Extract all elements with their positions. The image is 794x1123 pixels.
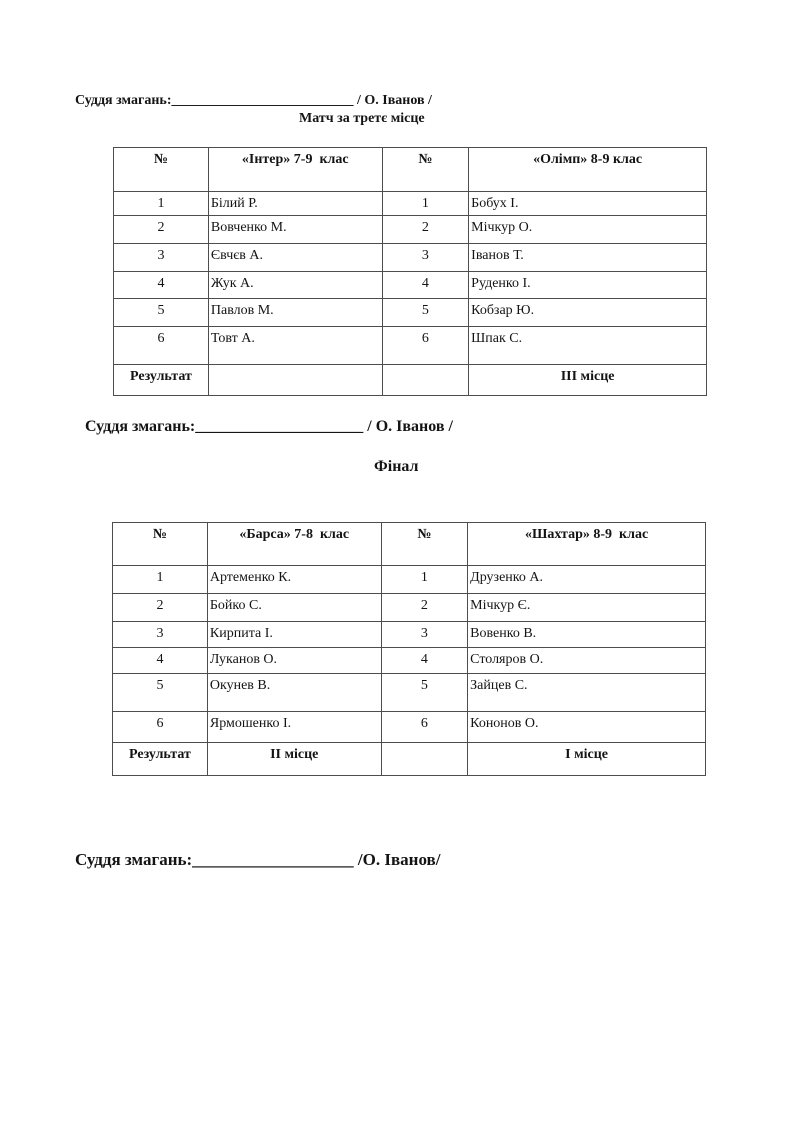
result-label-cell: Результат bbox=[114, 365, 209, 396]
table-row bbox=[113, 743, 706, 776]
number-header-cell: № bbox=[382, 148, 469, 192]
judge-signature-line-top bbox=[75, 93, 432, 109]
team-header-cell: «Шахтар» 8-9 клас bbox=[468, 523, 706, 566]
player-number-cell: 4 bbox=[382, 272, 469, 299]
player-name-cell: Кирпита І. bbox=[207, 622, 381, 648]
result-value-cell: І місце bbox=[468, 743, 706, 776]
table-row bbox=[113, 648, 706, 674]
player-name-cell: Артеменко К. bbox=[207, 566, 381, 594]
table-row bbox=[113, 622, 706, 648]
player-name-cell: Кононов О. bbox=[468, 712, 706, 743]
third-place-table bbox=[113, 147, 707, 396]
result-value-cell: ІІ місце bbox=[207, 743, 381, 776]
number-header-cell: № bbox=[114, 148, 209, 192]
table-row bbox=[114, 244, 707, 272]
player-number-cell: 3 bbox=[114, 244, 209, 272]
result-value-cell bbox=[208, 365, 382, 396]
player-number-cell: 1 bbox=[381, 566, 468, 594]
player-name-cell: Вовенко В. bbox=[468, 622, 706, 648]
third-place-heading: Матч за третє місце bbox=[299, 111, 425, 126]
judge-name: / О. Іванов / bbox=[363, 418, 453, 435]
result-value-cell: ІІІ місце bbox=[469, 365, 707, 396]
player-name-cell: Іванов Т. bbox=[469, 244, 707, 272]
table-row bbox=[114, 192, 707, 216]
team-header-cell: «Олімп» 8-9 клас bbox=[469, 148, 707, 192]
final-match-grid bbox=[112, 522, 706, 776]
player-name-cell: Окунев В. bbox=[207, 674, 381, 712]
player-number-cell: 1 bbox=[113, 566, 208, 594]
signature-blank: __________________________ bbox=[171, 93, 354, 108]
player-name-cell: Мічкур Є. bbox=[468, 594, 706, 622]
result-label-cell: Результат bbox=[113, 743, 208, 776]
player-name-cell: Друзенко А. bbox=[468, 566, 706, 594]
player-number-cell: 2 bbox=[114, 216, 209, 244]
team-header-cell: «Інтер» 7-9 клас bbox=[208, 148, 382, 192]
player-name-cell: Зайцев С. bbox=[468, 674, 706, 712]
player-number-cell: 6 bbox=[382, 327, 469, 365]
player-name-cell: Товт А. bbox=[208, 327, 382, 365]
player-name-cell: Вовченко М. bbox=[208, 216, 382, 244]
signature-blank: _____________________ bbox=[195, 418, 364, 435]
result-value-cell bbox=[381, 743, 468, 776]
signature-blank: ___________________ bbox=[192, 850, 354, 869]
player-name-cell: Кобзар Ю. bbox=[469, 299, 707, 327]
player-name-cell: Луканов О. bbox=[207, 648, 381, 674]
judge-signature-line-bottom bbox=[75, 850, 440, 870]
table-row bbox=[113, 594, 706, 622]
team-header-cell: «Барса» 7-8 клас bbox=[207, 523, 381, 566]
player-number-cell: 4 bbox=[381, 648, 468, 674]
table-row bbox=[114, 299, 707, 327]
player-number-cell: 6 bbox=[381, 712, 468, 743]
player-number-cell: 5 bbox=[381, 674, 468, 712]
player-name-cell: Мічкур О. bbox=[469, 216, 707, 244]
number-header-cell: № bbox=[381, 523, 468, 566]
table-row bbox=[113, 712, 706, 743]
final-heading: Фінал bbox=[374, 458, 419, 475]
player-name-cell: Бойко С. bbox=[207, 594, 381, 622]
judge-name: /О. Іванов/ bbox=[353, 850, 441, 869]
player-number-cell: 4 bbox=[113, 648, 208, 674]
player-number-cell: 2 bbox=[113, 594, 208, 622]
player-number-cell: 4 bbox=[114, 272, 209, 299]
player-number-cell: 3 bbox=[113, 622, 208, 648]
table-row bbox=[114, 216, 707, 244]
player-number-cell: 6 bbox=[114, 327, 209, 365]
player-name-cell: Білий Р. bbox=[208, 192, 382, 216]
player-number-cell: 1 bbox=[114, 192, 209, 216]
table-row bbox=[113, 523, 706, 566]
player-number-cell: 6 bbox=[113, 712, 208, 743]
table-row bbox=[113, 674, 706, 712]
player-number-cell: 3 bbox=[382, 244, 469, 272]
player-number-cell: 5 bbox=[113, 674, 208, 712]
judge-signature-line-middle bbox=[85, 418, 453, 436]
player-number-cell: 5 bbox=[114, 299, 209, 327]
player-name-cell: Столяров О. bbox=[468, 648, 706, 674]
table-row bbox=[114, 365, 707, 396]
table-row bbox=[113, 566, 706, 594]
player-name-cell: Євчєв А. bbox=[208, 244, 382, 272]
player-number-cell: 1 bbox=[382, 192, 469, 216]
player-name-cell: Павлов М. bbox=[208, 299, 382, 327]
third-place-match-grid bbox=[113, 147, 707, 396]
judge-label: Суддя змагань: bbox=[85, 418, 196, 435]
player-name-cell: Ярмошенко І. bbox=[207, 712, 381, 743]
judge-label: Суддя змагань: bbox=[75, 93, 172, 108]
player-name-cell: Руденко І. bbox=[469, 272, 707, 299]
final-table bbox=[112, 522, 706, 776]
table-row bbox=[114, 327, 707, 365]
result-value-cell bbox=[382, 365, 469, 396]
judge-name: / О. Іванов / bbox=[353, 93, 432, 108]
number-header-cell: № bbox=[113, 523, 208, 566]
player-number-cell: 3 bbox=[381, 622, 468, 648]
player-number-cell: 2 bbox=[381, 594, 468, 622]
player-name-cell: Бобух І. bbox=[469, 192, 707, 216]
player-name-cell: Шпак С. bbox=[469, 327, 707, 365]
table-row bbox=[114, 148, 707, 192]
player-number-cell: 2 bbox=[382, 216, 469, 244]
player-name-cell: Жук А. bbox=[208, 272, 382, 299]
player-number-cell: 5 bbox=[382, 299, 469, 327]
table-row bbox=[114, 272, 707, 299]
judge-label: Суддя змагань: bbox=[75, 850, 193, 869]
